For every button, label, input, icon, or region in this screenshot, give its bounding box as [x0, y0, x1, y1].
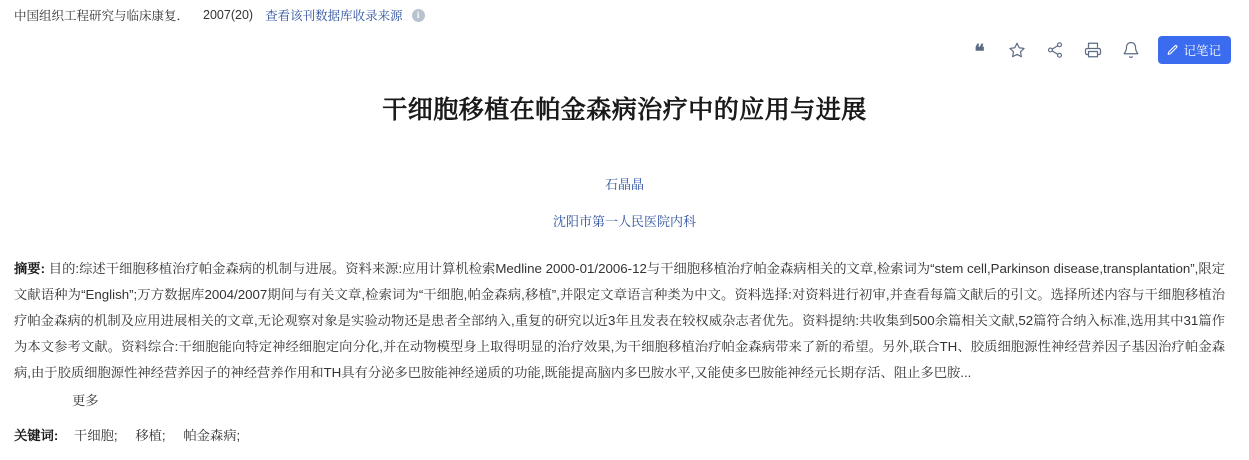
- keyword-item[interactable]: 帕金森病;: [183, 427, 241, 443]
- take-note-button[interactable]: [1158, 36, 1231, 64]
- breadcrumb: [0, 0, 1249, 22]
- abstract-text: 目的:综述干细胞移植治疗帕金森病的机制与进展。资料来源:应用计算机检索Medline 2000-01/2006-12与干细胞移植治疗帕金森病相关的文章,检索词为“stem cell,Parkinson disease,transplantation”,限定文献语种为“English”;万方数据库2004/2007期间与有关文章,检索词为“干细胞,帕金森病,移植”,并限定文章语言种类为中文。资料选择:对资料进行初审,并查看每篇文献后的引文。选择所述内容与干细胞移植治疗帕金森病的机制及应用进展相关的文章,无论观察对象是实验动物还是患者全部纳入,重复的研究以近3年且发表在较权威杂志者优先。资料提纳:共收集到500余篇相关文献,52篇符合纳入标准,选用其中31篇作为本文参考文献。资料综合:干细胞能向特定神经细胞定向分化,并在动物模型身上取得明显的治疗效果,为干细胞移植治疗帕金森病带来了新的希望。另外,联合TH、胶质细胞源性神经营养因子基因治疗帕金森病,由于胶质细胞源性神经营养因子的神经营养作用和TH具有分泌多巴胺能神经递质的功能,既能提高脑内多巴胺水平,又能使多巴胺能神经元长期存活、阻止多巴胺...: [14, 261, 1225, 380]
- author-affiliation[interactable]: 沈阳市第一人民医院内科: [552, 214, 696, 229]
- keywords-section: [0, 424, 1249, 448]
- quote-icon[interactable]: [964, 37, 994, 63]
- bell-icon[interactable]: [1116, 37, 1146, 63]
- pen-icon: [1166, 44, 1179, 57]
- abstract-section: [0, 256, 1249, 414]
- breadcrumb-journal[interactable]: 中国组织工程研究与临床康复．: [14, 9, 190, 23]
- breadcrumb-issue[interactable]: 2007(20): [203, 8, 254, 22]
- favorite-star-icon[interactable]: [1002, 37, 1032, 63]
- info-icon[interactable]: i: [412, 9, 425, 22]
- quote-glyph: ❝: [974, 41, 985, 63]
- keywords-label: 关键词:: [14, 427, 59, 443]
- share-icon[interactable]: [1040, 37, 1070, 63]
- author-name[interactable]: 石晶晶: [604, 177, 644, 192]
- page-title: 干细胞移植在帕金森病治疗中的应用与进展: [382, 96, 867, 124]
- abstract-more-link[interactable]: 更多: [72, 392, 99, 408]
- keyword-item[interactable]: 干细胞;: [74, 427, 118, 443]
- breadcrumb-source-link[interactable]: 查看该刊数据库收录来源: [265, 9, 403, 23]
- print-icon[interactable]: [1078, 37, 1108, 63]
- action-toolbar: [964, 36, 1231, 64]
- abstract-label: 摘要:: [14, 261, 46, 276]
- keyword-list: [74, 428, 254, 443]
- take-note-label: 记笔记: [1183, 44, 1221, 58]
- keyword-item[interactable]: 移植;: [135, 427, 166, 443]
